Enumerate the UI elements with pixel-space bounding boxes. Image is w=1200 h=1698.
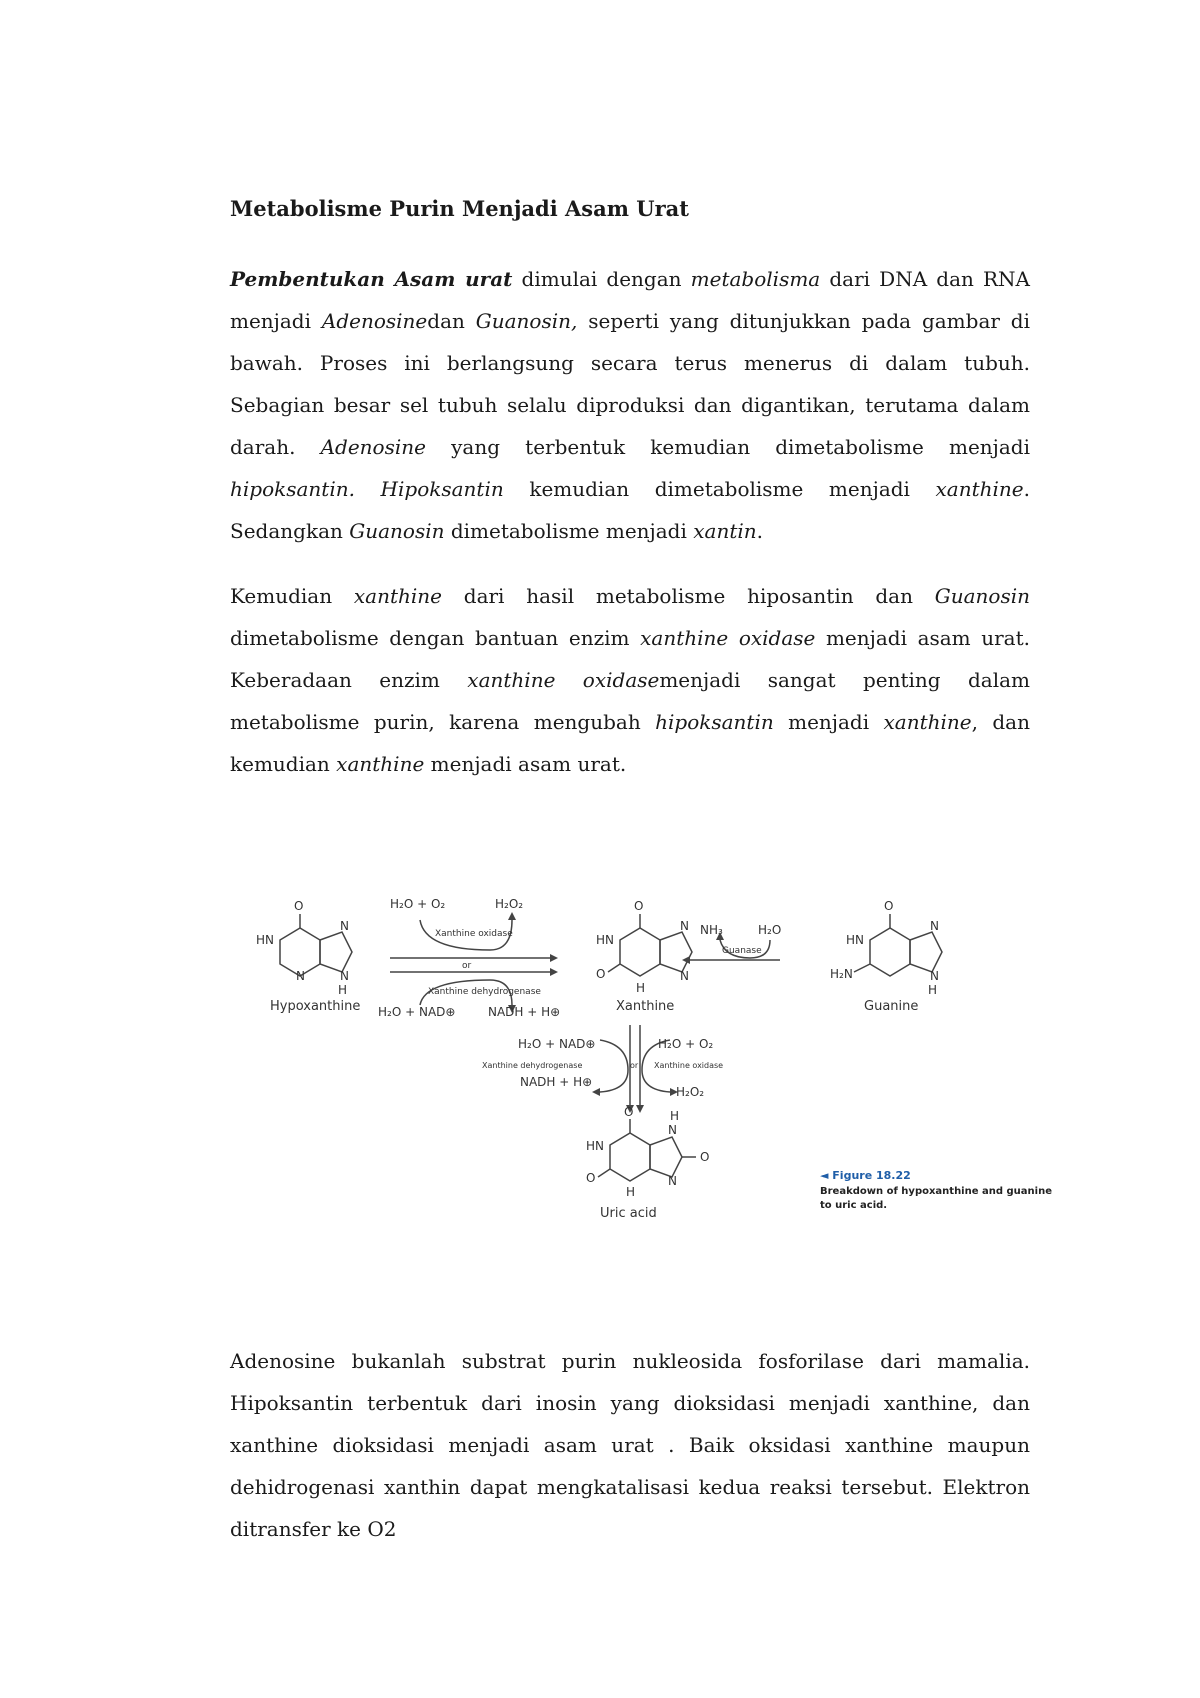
atom-label: N	[668, 1123, 677, 1137]
atom-label: H	[928, 983, 938, 997]
r3-left-top: H₂O + NAD⊕	[518, 1037, 596, 1051]
p2-italic: xanthine	[883, 710, 972, 734]
p1-text: dari DNA dan RNA menjadi	[230, 267, 1030, 333]
r1-bottom-product: NADH + H⊕	[488, 1005, 561, 1019]
r3-left-enzyme: Xanthine dehydrogenase	[482, 1061, 583, 1070]
atom-label: HN	[596, 933, 614, 947]
p2-text: menjadi	[773, 710, 884, 734]
p1-italic: Adenosine	[320, 435, 426, 459]
r2-reactant-2: H₂O	[758, 923, 782, 937]
p1-italic: hipoksantin. Hipoksantin	[230, 477, 504, 501]
compound-hypoxanthine: Hypoxanthine	[270, 999, 361, 1014]
atom-label: O	[884, 899, 894, 913]
atom-label: N	[680, 969, 689, 983]
atom-label: O	[294, 899, 304, 913]
p1-italic: xanthine	[935, 477, 1024, 501]
p2-italic: Guanosin	[934, 584, 1031, 608]
atom-label: H₂N	[830, 967, 853, 981]
atom-label: N	[296, 969, 305, 983]
atom-label: H	[338, 983, 348, 997]
p2-text: menjadi asam urat. Keberadaan enzim	[230, 626, 1030, 692]
r1-top-product: H₂O₂	[495, 897, 524, 911]
p1-text: dimetabolisme menjadi	[444, 519, 694, 543]
p1-italic: metabolisma	[690, 267, 821, 291]
p2-text: , dan kemudian	[230, 710, 1030, 776]
atom-label: HN	[586, 1139, 604, 1153]
r3-right-enzyme: Xanthine oxidase	[654, 1061, 724, 1070]
p1-text: kemudian dimetabolisme menjadi	[503, 477, 936, 501]
atom-label: H	[626, 1185, 636, 1199]
p1-text: yang terbentuk kemudian dimetabolisme menjadi	[425, 435, 1031, 459]
atom-label: N	[930, 919, 939, 933]
r3-right-bottom: H₂O₂	[676, 1085, 705, 1099]
atom-label: H	[670, 1109, 680, 1123]
p1-text: dimulai dengan	[512, 267, 691, 291]
r3-right-top: H₂O + O₂	[658, 1037, 714, 1051]
atom-label: O	[624, 1105, 634, 1119]
p2-italic: xanthine oxidase	[467, 668, 660, 692]
figure-caption-line2: to uric acid.	[820, 1200, 888, 1211]
p2-italic: hipoksantin	[655, 710, 774, 734]
compound-guanine: Guanine	[864, 999, 919, 1014]
p2-text: Kemudian	[230, 584, 354, 608]
paragraph-2	[230, 575, 1030, 785]
r1-bottom-reactants: H₂O + NAD⊕	[378, 1005, 456, 1019]
atom-label: HN	[256, 933, 274, 947]
p2-text: menjadi asam urat.	[424, 752, 627, 776]
p2-italic: xanthine oxidase	[640, 626, 816, 650]
atom-label: N	[680, 919, 689, 933]
p2-text: menjadi sangat penting dalam metabolisme purin, karena mengubah	[230, 668, 1030, 734]
r2-reactant-1: NH₃	[700, 923, 723, 937]
atom-label: O	[634, 899, 644, 913]
atom-label: O	[586, 1171, 596, 1185]
r2-enzyme: Guanase	[722, 946, 762, 956]
atom-label: H	[636, 981, 646, 995]
page-title: Metabolisme Purin Menjadi Asam Urat	[230, 196, 689, 221]
reaction-diagram	[250, 880, 1080, 1240]
r3-or: or	[630, 1061, 639, 1070]
figure-purin-breakdown	[250, 880, 1080, 1240]
paragraph-3: Adenosine bukanlah substrat purin nukleosida fosforilase dari mamalia. Hipoksantin terbentuk dari inosin yang dioksidasi menjadi xanthine, dan xanthine dioksidasi menjadi asam urat . Baik oksidasi xanthine maupun dehidrogenasi xanthin dapat mengkatalisasi kedua reaksi tersebut. Elektron ditransfer ke O2	[230, 1349, 1030, 1541]
p2-italic: xanthine	[336, 752, 425, 776]
p1-italic: Adenosine	[321, 309, 428, 333]
r1-top-reactants: H₂O + O₂	[390, 897, 446, 911]
atom-label: O	[596, 967, 606, 981]
p1-lead: Pembentukan Asam urat	[230, 267, 513, 291]
atom-label: N	[930, 969, 939, 983]
p1-italic: Guanosin,	[475, 309, 578, 333]
p1-italic: xantin	[693, 519, 757, 543]
p1-text: . Sedangkan	[230, 477, 1030, 543]
atom-label: O	[700, 1150, 710, 1164]
p2-text: dimetabolisme dengan bantuan enzim	[230, 626, 641, 650]
p2-italic: xanthine	[353, 584, 442, 608]
r1-or: or	[462, 961, 472, 971]
r1-enzyme-top: Xanthine oxidase	[435, 929, 513, 939]
p1-text: .	[756, 519, 763, 543]
p1-text: dan	[427, 309, 476, 333]
p2-text: dari hasil metabolisme hiposantin dan	[442, 584, 935, 608]
atom-label: N	[340, 919, 349, 933]
atom-label: HN	[846, 933, 864, 947]
r3-left-bottom: NADH + H⊕	[520, 1075, 593, 1089]
figure-caption-line1: Breakdown of hypoxanthine and guanine	[820, 1186, 1052, 1197]
compound-uric-acid: Uric acid	[600, 1206, 657, 1221]
p1-text: seperti yang ditunjukkan pada gambar di bawah. Proses ini berlangsung secara terus menerus di dalam tubuh. Sebagian besar sel tubuh selalu diproduksi dan digantikan, terutama dalam darah.	[230, 309, 1030, 459]
compound-xanthine: Xanthine	[616, 999, 675, 1014]
atom-label: N	[668, 1174, 677, 1188]
figure-label: ◄ Figure 18.22	[820, 1169, 911, 1182]
p1-italic: Guanosin	[349, 519, 445, 543]
atom-label: N	[340, 969, 349, 983]
r1-enzyme-bottom: Xanthine dehydrogenase	[428, 987, 541, 997]
paragraph-1	[230, 258, 1030, 552]
